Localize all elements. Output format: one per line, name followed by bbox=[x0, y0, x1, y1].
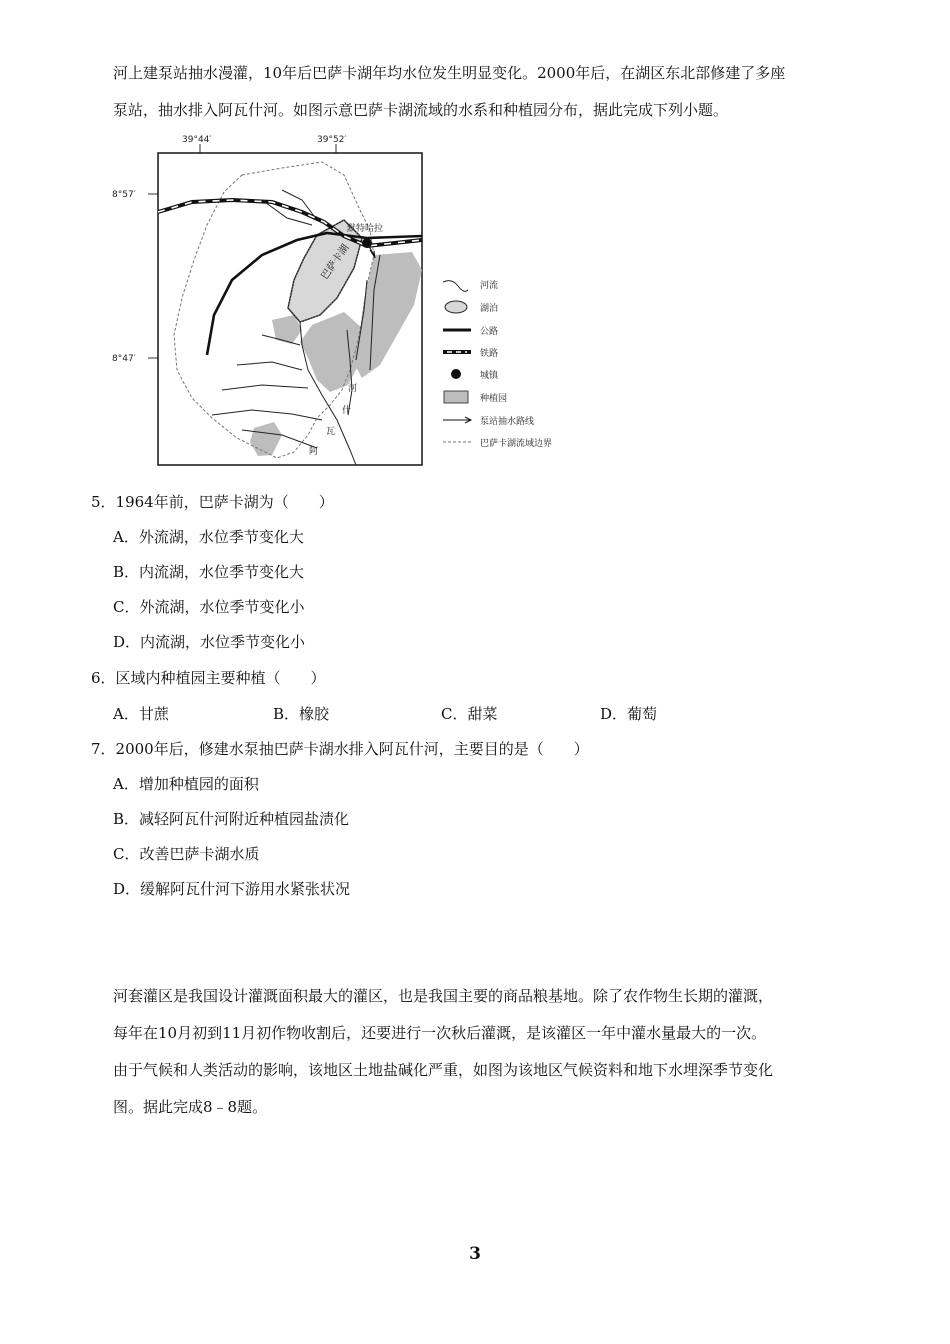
question-6-option-c: C．甜菜 bbox=[441, 705, 498, 723]
question-6-option-a: A．甘蔗 bbox=[113, 705, 169, 723]
passage2-line-2: 每年在10月初到11月初作物收割后，还要进行一次秋后灌溉，是该灌区一年中灌水量最大的一次。 bbox=[113, 1024, 767, 1042]
question-6-options bbox=[113, 704, 813, 724]
question-7-option-d: D．缓解阿瓦什河下游用水紧张状况 bbox=[113, 880, 351, 898]
question-5-option-d: D．内流湖，水位季节变化小 bbox=[113, 633, 306, 651]
question-6-option-b: B．橡胶 bbox=[273, 705, 330, 723]
question-5-option-c: C．外流湖，水位季节变化小 bbox=[113, 598, 305, 616]
question-5-stem: 5．1964年前，巴萨卡湖为（ ） bbox=[91, 493, 334, 511]
map-legend bbox=[443, 279, 552, 449]
question-6-option-d: D．葡萄 bbox=[600, 705, 658, 723]
lat-label-top: 8°57′ bbox=[112, 190, 136, 200]
intro-line-2: 泵站，抽水排入阿瓦什河。如图示意巴萨卡湖流域的水系和种植园分布，据此完成下列小题。 bbox=[113, 101, 729, 119]
question-7-stem: 7．2000年后，修建水泵抽巴萨卡湖水排入阿瓦什河，主要目的是（ ） bbox=[91, 740, 589, 758]
river-label-char-1: 河 bbox=[348, 384, 358, 394]
basaka-lake-map bbox=[112, 130, 592, 470]
legend-pump-route: 泵站抽水路线 bbox=[480, 417, 535, 427]
legend-plantation-symbol bbox=[444, 391, 468, 403]
legend-river-symbol bbox=[443, 281, 468, 292]
river-label-char-2: 什 bbox=[342, 406, 352, 416]
lon-label-right: 39°52′ bbox=[317, 135, 347, 145]
lake-label: 巴萨卡湖 bbox=[319, 242, 352, 282]
question-7-option-c: C．改善巴萨卡湖水质 bbox=[113, 845, 260, 863]
legend-lake-symbol bbox=[445, 301, 467, 313]
legend-plantation: 种植园 bbox=[480, 394, 508, 404]
question-7-option-a: A．增加种植园的面积 bbox=[113, 775, 259, 793]
river-label-char-3: 瓦 bbox=[326, 427, 336, 437]
question-5-option-b: B．内流湖，水位季节变化大 bbox=[113, 563, 305, 581]
passage2-line-1: 河套灌区是我国设计灌溉面积最大的灌区，也是我国主要的商品粮基地。除了农作物生长期的灌溉， bbox=[113, 987, 774, 1005]
legend-road: 公路 bbox=[480, 327, 499, 337]
page-number: 3 bbox=[469, 1244, 481, 1264]
town-label: 默特哈拉 bbox=[347, 224, 384, 234]
lon-label-left: 39°44′ bbox=[182, 135, 212, 145]
question-6-stem: 6．区域内种植园主要种植（ ） bbox=[91, 669, 326, 687]
passage2-line-4: 图。据此完成8﹣8题。 bbox=[113, 1098, 268, 1116]
question-5-option-a: A．外流湖，水位季节变化大 bbox=[113, 528, 304, 546]
intro-line-1: 河上建泵站抽水漫灌，10年后巴萨卡湖年均水位发生明显变化。2000年后，在湖区东北部修建了多座 bbox=[113, 64, 786, 82]
lat-label-bottom: 8°47′ bbox=[112, 354, 136, 364]
question-7-option-b: B．减轻阿瓦什河附近种植园盐渍化 bbox=[113, 810, 350, 828]
legend-river: 河流 bbox=[480, 281, 499, 291]
legend-town-symbol bbox=[451, 369, 461, 379]
passage2-line-3: 由于气候和人类活动的影响，该地区土地盐碱化严重，如图为该地区气候资料和地下水埋深季节变化 bbox=[113, 1061, 774, 1079]
river-label-char-4: 阿 bbox=[309, 447, 319, 457]
legend-town: 城镇 bbox=[480, 371, 499, 381]
legend-lake: 湖泊 bbox=[480, 304, 499, 314]
legend-basin-boundary: 巴萨卡湖流域边界 bbox=[480, 439, 553, 449]
legend-railway: 铁路 bbox=[480, 349, 499, 359]
